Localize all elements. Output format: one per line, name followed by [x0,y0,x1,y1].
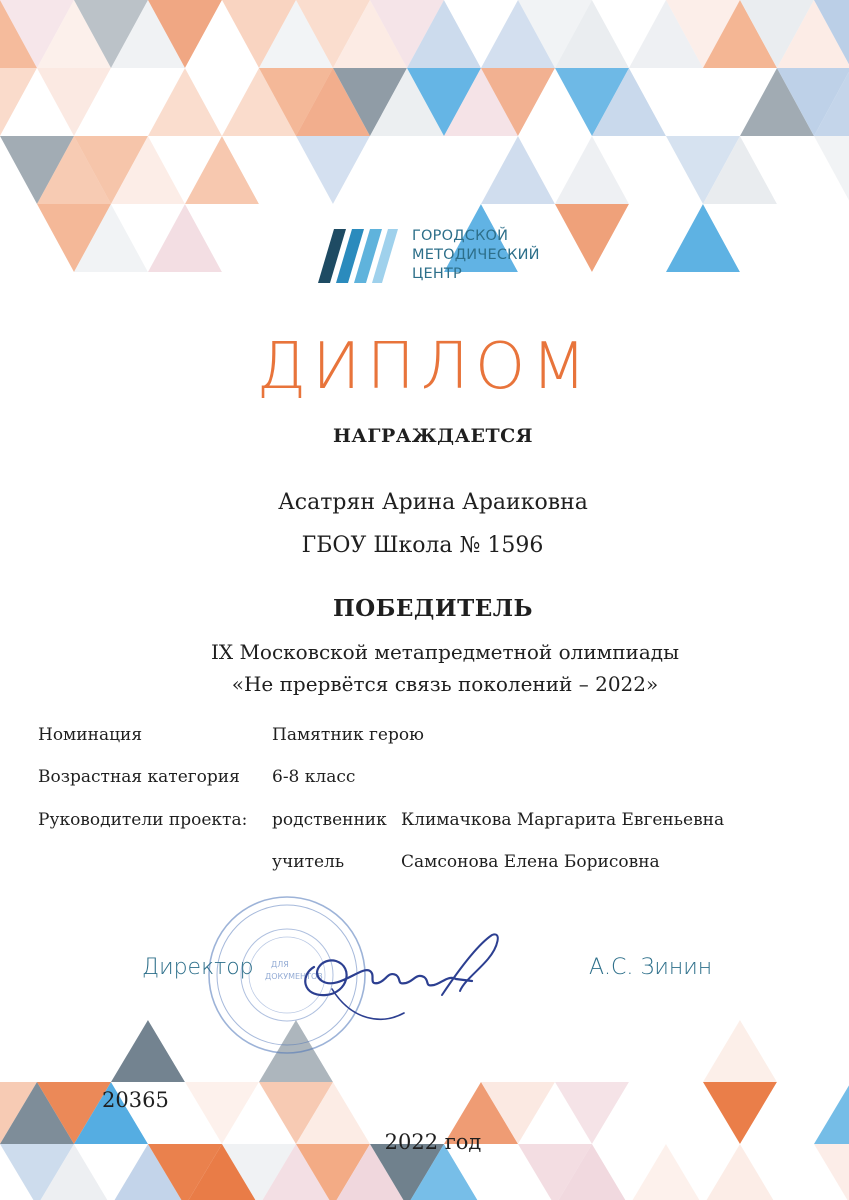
award-status: ПОБЕДИТЕЛЬ [332,595,534,622]
logo-text [412,227,540,284]
logo-line-2: МЕТОДИЧЕСКИЙ [412,247,540,263]
nomination-value: Памятник герою [272,725,424,745]
logo-mark-icon [316,225,406,285]
leader-name-2: Самсонова Елена Борисовна [401,852,660,872]
leader-role-1: родственник [272,810,387,830]
diploma-title: ДИПЛОМ [256,330,593,404]
event-line-2: «Не прервётся связь поколений – 2022» [231,672,659,696]
leader-role-2: учитель [272,852,345,872]
director-name: А.С. Зинин [589,955,713,980]
event-line-1: IX Московской метапредметной олимпиады [210,640,680,664]
recipient-school: ГБОУ Школа № 1596 [301,533,544,558]
nomination-label: Номинация [38,725,143,745]
leader-name-1: Климачкова Маргарита Евгеньевна [401,810,725,830]
logo-line-3: ЦЕНТР [412,266,462,282]
recipient-name: Асатрян Арина Араиковна [278,490,588,515]
director-signature-icon [292,925,532,1030]
director-position: Директор [142,955,254,980]
diploma-number: 20365 [102,1088,169,1112]
svg-text:ДЛЯ: ДЛЯ [271,960,289,969]
diploma-year: 2022 год [384,1130,482,1154]
project-leaders-label: Руководители проекта: [38,810,248,830]
logo [316,225,576,287]
svg-text:ДОКУМЕНТОВ: ДОКУМЕНТОВ [265,972,323,981]
logo-line-1: ГОРОДСКОЙ [412,228,509,244]
awarded-heading: НАГРАЖДАЕТСЯ [332,425,534,447]
age-category-label: Возрастная категория [38,767,240,787]
age-category-value: 6-8 класс [272,767,356,787]
